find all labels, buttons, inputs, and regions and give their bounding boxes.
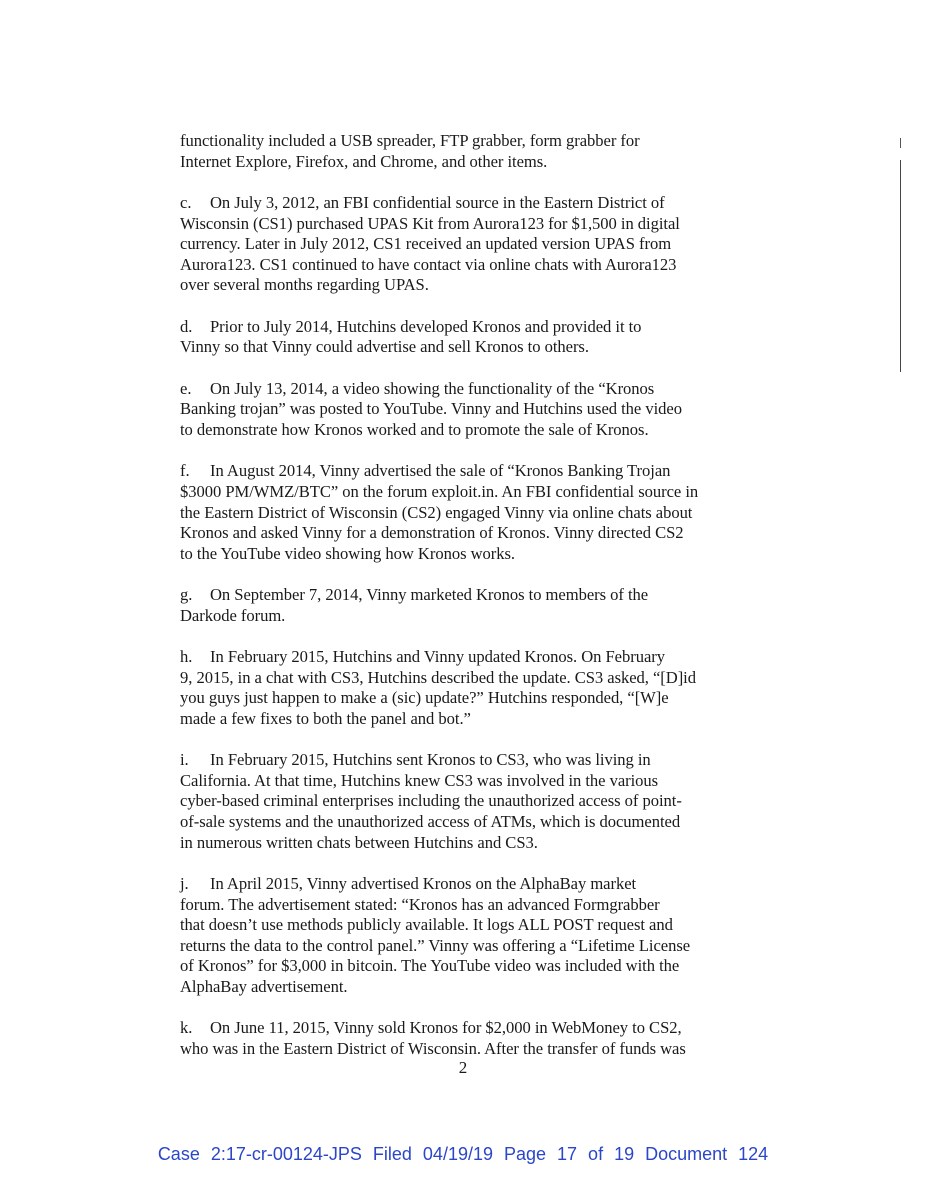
paragraph-e: [180, 379, 780, 441]
paragraph-gap: [180, 172, 780, 193]
paragraph-line: [180, 317, 780, 338]
paragraph-line: [180, 399, 780, 420]
line-text: currency. Later in July 2012, CS1 received an updated version UPAS from: [180, 234, 672, 254]
paragraph-label: k.: [180, 1018, 193, 1038]
line-text: forum. The advertisement stated: “Kronos has an advanced Formgrabber: [180, 894, 660, 914]
scan-artifact-mark: [900, 138, 901, 148]
paragraph-gap: [180, 441, 780, 462]
line-text: Wisconsin (CS1) purchased UPAS Kit from Aurora123 for $1,500 in digital: [180, 213, 680, 233]
paragraph-label: d.: [180, 316, 193, 336]
paragraph-line: [180, 668, 780, 689]
paragraph-line: [180, 131, 780, 152]
line-text: On July 3, 2012, an FBI confidential source in the Eastern District of: [210, 192, 665, 212]
paragraph-line: [180, 544, 780, 565]
paragraph-line: [180, 915, 780, 936]
line-text: of-sale systems and the unauthorized access of ATMs, which is documented: [180, 812, 681, 832]
line-text: made a few fixes to both the panel and bot.”: [180, 708, 471, 728]
paragraph-line: [180, 337, 780, 358]
paragraph-line: [180, 461, 780, 482]
line-text: to demonstrate how Kronos worked and to promote the sale of Kronos.: [180, 419, 649, 439]
paragraph-line: [180, 523, 780, 544]
paragraph-line: [180, 585, 780, 606]
paragraph-gap: [180, 358, 780, 379]
paragraph-line: [180, 791, 780, 812]
paragraph-line: [180, 606, 780, 627]
paragraph-line: [180, 1018, 780, 1039]
paragraph-label: g.: [180, 585, 193, 605]
line-text: you guys just happen to make a (sic) update?” Hutchins responded, “[W]e: [180, 688, 669, 708]
paragraph-line: [180, 956, 780, 977]
paragraph-line: [180, 647, 780, 668]
line-text: On July 13, 2014, a video showing the functionality of the “Kronos: [210, 378, 655, 398]
line-text: Prior to July 2014, Hutchins developed Kronos and provided it to: [210, 316, 642, 336]
line-text: returns the data to the control panel.” Vinny was offering a “Lifetime License: [180, 935, 691, 955]
paragraph-line: [180, 977, 780, 998]
paragraph-c: [180, 193, 780, 296]
line-text: In April 2015, Vinny advertised Kronos on the AlphaBay market: [210, 874, 637, 893]
paragraph-gap: [180, 564, 780, 585]
paragraph-label: i.: [180, 750, 189, 770]
line-text: the Eastern District of Wisconsin (CS2) engaged Vinny via online chats about: [180, 502, 693, 522]
line-text: Vinny so that Vinny could advertise and sell Kronos to others.: [180, 337, 589, 357]
line-text: to the YouTube video showing how Kronos works.: [180, 543, 515, 563]
paragraph-label: c.: [180, 192, 192, 212]
document-body: [180, 131, 780, 1060]
paragraph-line: [180, 1039, 780, 1060]
paragraph-line: [180, 503, 780, 524]
paragraph-line: [180, 936, 780, 957]
paragraph-line: [180, 193, 780, 214]
line-text: Kronos and asked Vinny for a demonstration of Kronos. Vinny directed CS2: [180, 523, 684, 543]
line-text: On September 7, 2014, Vinny marketed Kronos to members of the: [210, 585, 649, 605]
line-text: In February 2015, Hutchins sent Kronos to CS3, who was living in: [210, 750, 651, 770]
paragraph-line: [180, 482, 780, 503]
paragraph-label: h.: [180, 647, 193, 667]
line-text: in numerous written chats between Hutchins and CS3.: [180, 832, 538, 852]
paragraph-line: [180, 379, 780, 400]
line-text: On June 11, 2015, Vinny sold Kronos for $2,000 in WebMoney to CS2,: [210, 1018, 682, 1038]
paragraph-line: [180, 750, 780, 771]
paragraph-j: [180, 874, 780, 998]
paragraph-line: [180, 812, 780, 833]
paragraph-line: [180, 833, 780, 854]
line-text: over several months regarding UPAS.: [180, 275, 429, 295]
line-text: of Kronos” for $3,000 in bitcoin. The YouTube video was included with the: [180, 956, 680, 976]
line-text: Aurora123. CS1 continued to have contact via online chats with Aurora123: [180, 254, 677, 274]
page-number: 2: [458, 1058, 468, 1077]
paragraph-gap: [180, 729, 780, 750]
paragraph-line: [180, 895, 780, 916]
line-text: In August 2014, Vinny advertised the sale of “Kronos Banking Trojan: [210, 461, 671, 481]
line-text: Internet Explore, Firefox, and Chrome, and other items.: [180, 151, 548, 171]
paragraph-line: [180, 275, 780, 296]
line-text: $3000 PM/WMZ/BTC” on the forum exploit.in. An FBI confidential source in: [180, 481, 699, 501]
line-text: who was in the Eastern District of Wisconsin. After the transfer of funds was: [180, 1038, 686, 1058]
paragraph-g: [180, 585, 780, 626]
line-text: Darkode forum.: [180, 605, 286, 625]
scan-artifact-mark: [900, 160, 901, 372]
paragraph-h: [180, 647, 780, 729]
line-text: functionality included a USB spreader, FTP grabber, form grabber for: [180, 131, 640, 150]
paragraph-f: [180, 461, 780, 564]
paragraph-continued: [180, 131, 780, 172]
paragraph-line: [180, 255, 780, 276]
line-text: California. At that time, Hutchins knew CS3 was involved in the various: [180, 770, 659, 790]
line-text: AlphaBay advertisement.: [180, 976, 348, 996]
paragraph-label: e.: [180, 378, 192, 398]
paragraph-line: [180, 771, 780, 792]
paragraph-gap: [180, 998, 780, 1019]
paragraph-gap: [180, 853, 780, 874]
line-text: Banking trojan” was posted to YouTube. Vinny and Hutchins used the video: [180, 399, 682, 419]
paragraph-label: j.: [180, 874, 189, 893]
paragraph-k: [180, 1018, 780, 1059]
paragraph-line: [180, 234, 780, 255]
paragraph-label: f.: [180, 461, 190, 481]
paragraph-gap: [180, 296, 780, 317]
line-text: cyber-based criminal enterprises including the unauthorized access of point-: [180, 791, 682, 811]
case-header: Case 2:17-cr-00124-JPS Filed 04/19/19 Page 17 of 19 Document 124: [157, 1144, 769, 1164]
paragraph-line: [180, 152, 780, 173]
paragraph-line: [180, 420, 780, 441]
paragraph-i: [180, 750, 780, 853]
paragraph-gap: [180, 626, 780, 647]
paragraph-d: [180, 317, 780, 358]
paragraph-line: [180, 709, 780, 730]
paragraph-line: [180, 214, 780, 235]
line-text: In February 2015, Hutchins and Vinny updated Kronos. On February: [210, 647, 665, 667]
line-text: 9, 2015, in a chat with CS3, Hutchins described the update. CS3 asked, “[D]id: [180, 667, 696, 687]
paragraph-line: [180, 874, 780, 895]
paragraph-line: [180, 688, 780, 709]
line-text: that doesn’t use methods publicly available. It logs ALL POST request and: [180, 915, 673, 935]
